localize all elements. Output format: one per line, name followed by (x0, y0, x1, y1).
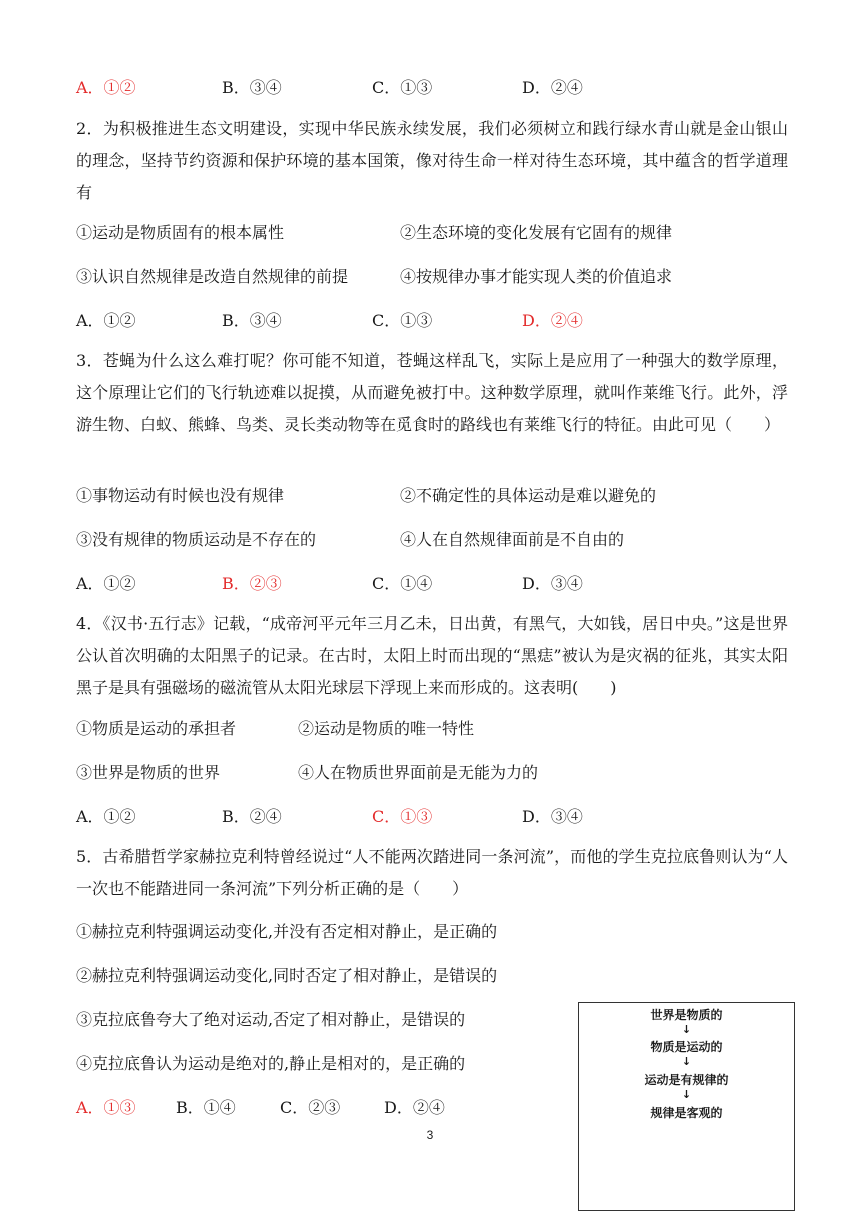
q4-stem: 4．《汉书·五行志》记载，“成帝河平元年三月乙未，日出黄，有黑气，大如钱，居日中央。”这是世界公认首次明确的太阳黑子的记录。在古时，太阳上时而出现的“黑痣”被认为是灾祸的征兆，其实太阳黑子是具有强磁场的磁流管从太阳光球层下浮现上来而形成的。这表明( ) (76, 614, 788, 697)
q2-statement-4: ④按规律办事才能实现人类的价值追求 (400, 267, 673, 286)
q1-option-a[interactable]: A．①② (76, 78, 136, 97)
q2-statement-3: ③认识自然规律是改造自然规律的前提 (76, 267, 349, 286)
q5-statement-1: ①赫拉克利特强调运动变化,并没有否定相对静止，是正确的 (76, 922, 498, 941)
q5-option-b[interactable]: B．①④ (176, 1098, 236, 1117)
q4-option-d[interactable]: D．③④ (522, 807, 583, 826)
q3-option-b[interactable]: B．②③ (222, 574, 282, 593)
flow-step-3: 运动是有规律的 (644, 1073, 729, 1087)
q4-statement-2: ②运动是物质的唯一特性 (298, 719, 475, 738)
q3-option-c[interactable]: C．①④ (372, 574, 433, 593)
q4-statement-1: ①物质是运动的承担者 (76, 719, 237, 738)
q5-statement-3: ③克拉底鲁夸大了绝对运动,否定了相对静止，是错误的 (76, 1010, 466, 1029)
flow-step-4: 规律是客观的 (650, 1106, 723, 1120)
flow-arrow-1: ↓ (681, 1023, 692, 1036)
q3-statement-4: ④人在自然规律面前是不自由的 (400, 530, 625, 549)
q2-statement-1: ①运动是物质固有的根本属性 (76, 223, 285, 242)
flow-arrow-2: ↓ (681, 1055, 692, 1068)
flow-arrow-3: ↓ (681, 1088, 692, 1101)
q2-statement-2: ②生态环境的变化发展有它固有的规律 (400, 223, 673, 242)
flow-step-1: 世界是物质的 (650, 1008, 723, 1022)
q3-statement-1: ①事物运动有时候也没有规律 (76, 486, 285, 505)
q1-option-d[interactable]: D．②④ (522, 78, 583, 97)
page-number: 3 (426, 1128, 434, 1142)
q3-statement-2: ②不确定性的具体运动是难以避免的 (400, 486, 657, 505)
q2-option-c[interactable]: C．①③ (372, 311, 433, 330)
q5-stem: 5．古希腊哲学家赫拉克利特曾经说过“人不能两次踏进同一条河流”，而他的学生克拉底鲁则认为“人一次也不能踏进同一条河流”下列分析正确的是（ ） (76, 847, 788, 898)
q1-option-c[interactable]: C．①③ (372, 78, 433, 97)
q4-statement-3: ③世界是物质的世界 (76, 763, 221, 782)
q3-option-d[interactable]: D．③④ (522, 574, 583, 593)
q5-option-d[interactable]: D．②④ (384, 1098, 445, 1117)
q4-statement-4: ④人在物质世界面前是无能为力的 (298, 763, 539, 782)
q4-option-b[interactable]: B．②④ (222, 807, 282, 826)
q2-option-a[interactable]: A．①② (76, 311, 136, 330)
q1-option-b[interactable]: B．③④ (222, 78, 282, 97)
flow-step-2: 物质是运动的 (650, 1040, 723, 1054)
q5-statement-2: ②赫拉克利特强调运动变化,同时否定了相对静止，是错误的 (76, 966, 498, 985)
q3-stem: 3．苍蝇为什么这么难打呢？你可能不知道，苍蝇这样乱飞，实际上是应用了一种强大的数学原理，这个原理让它们的飞行轨迹难以捉摸，从而避免被打中。这种数学原理，就叫作莱维飞行。此外，浮游生物、白蚁、熊蜂、鸟类、灵长类动物等在觅食时的路线也有莱维飞行的特征。由此可见（ ） (76, 351, 788, 434)
q3-statement-3: ③没有规律的物质运动是不存在的 (76, 530, 317, 549)
q5-option-a[interactable]: A．①③ (76, 1098, 136, 1117)
q2-option-d[interactable]: D．②④ (522, 311, 583, 330)
q4-option-a[interactable]: A．①② (76, 807, 136, 826)
q3-option-a[interactable]: A．①② (76, 574, 136, 593)
q5-option-c[interactable]: C．②③ (280, 1098, 341, 1117)
q2-stem: 2．为积极推进生态文明建设，实现中华民族永续发展，我们必须树立和践行绿水青山就是金山银山的理念，坚持节约资源和保护环境的基本国策，像对待生命一样对待生态环境，其中蕴含的哲学道理有 (76, 119, 788, 202)
q4-option-c[interactable]: C．①③ (372, 807, 433, 826)
flow-diagram (578, 1002, 795, 1211)
q2-option-b[interactable]: B．③④ (222, 311, 282, 330)
q5-statement-4: ④克拉底鲁认为运动是绝对的,静止是相对的，是正确的 (76, 1054, 466, 1073)
